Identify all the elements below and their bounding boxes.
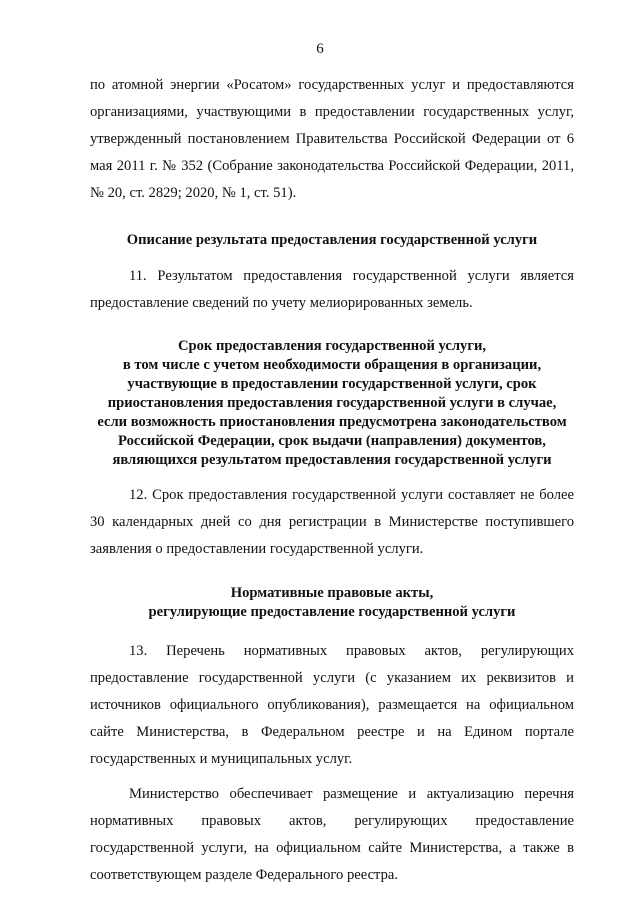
section-heading-service-term <box>90 337 574 470</box>
heading-line: Срок предоставления государственной услуги, <box>177 338 487 354</box>
paragraph-13: 13. Перечень нормативных правовых актов, регулирующих предоставление государственной услуги (с указанием их реквизитов и источников официального опубликования), размещается на официальном сайте Министерства, в Федеральном реестре и на Едином портале государственных и муниципальных услуг. <box>90 643 574 767</box>
heading-line: приостановления предоставления государственной услуги в случае, <box>107 395 557 411</box>
heading-line: Российской Федерации, срок выдачи (направления) документов, <box>118 433 546 449</box>
paragraph-14: Министерство обеспечивает размещение и актуализацию перечня нормативных правовых актов, регулирующих предоставление государственной услуги, на официальном сайте Министерства, а также в соответствующем разделе Федерального реестра. <box>90 786 574 883</box>
section-heading-normative-acts <box>90 584 574 622</box>
heading-line: Нормативные правовые акты, <box>230 585 434 601</box>
heading-line: регулирующие предоставление государственной услуги <box>148 604 516 620</box>
document-body <box>90 72 574 889</box>
heading-line: в том числе с учетом необходимости обращения в организации, <box>122 357 542 373</box>
paragraph-12: 12. Срок предоставления государственной услуги составляет не более 30 календарных дней со дня регистрации в Министерстве поступившего заявления о предоставлении государственной услуги. <box>90 487 574 557</box>
heading-line: если возможность приостановления предусмотрена законодательством <box>97 414 567 430</box>
page-number: 6 <box>316 41 324 57</box>
heading-line: являющихся результатом предоставления государственной услуги <box>112 452 552 468</box>
heading-line: участвующие в предоставлении государственной услуги, срок <box>127 376 537 392</box>
section-heading-result-description: Описание результата предоставления государственной услуги <box>126 232 538 248</box>
paragraph-11: 11. Результатом предоставления государственной услуги является предоставление сведений по учету мелиорированных земель. <box>90 268 574 311</box>
paragraph-continuation: по атомной энергии «Росатом» государственных услуг и предоставляются организациями, участвующими в предоставлении государственных услуг, утвержденный постановлением Правительства Российской Федерации от 6 мая 2011 г. № 352 (Собрание законодательства Российской Федерации, 2011, № 20, ст. 2829; 2020, № 1, ст. 51). <box>90 77 574 201</box>
